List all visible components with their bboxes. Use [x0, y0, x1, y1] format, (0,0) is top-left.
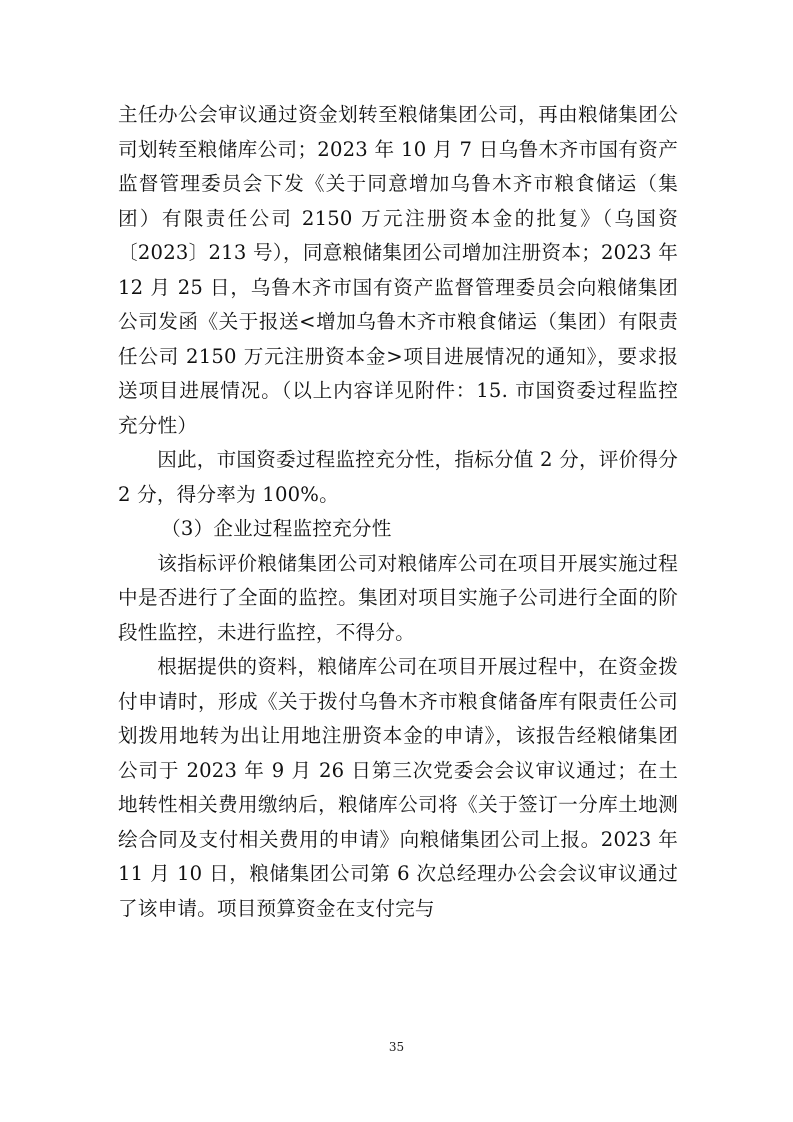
page-body [118, 98, 678, 926]
paragraph-indicator-description: 该指标评价粮储集团公司对粮储库公司在项目开展实施过程中是否进行了全面的监控。集团对项目实施子公司进行全面的阶段性监控，未进行监控，不得分。 [118, 551, 678, 644]
paragraph-state-assets-commission-approval: 主任办公会审议通过资金划转至粮储集团公司，再由粮储集团公司划转至粮储库公司；2023 年 10 月 7 日乌鲁木齐市国有资产监督管理委员会下发《关于同意增加乌鲁木齐市粮食储运（集团）有限责任公司 2150 万元注册资本金的批复》（乌国资〔2023〕213 号），同意粮储集团公司增加注册资本；2023 年 12 月 25 日，乌鲁木齐市国有资产监督管理委员会向粮储集团公司发函《关于报送<增加乌鲁木齐市粮食储运（集团）有限责任公司 2150 万元注册资本金>项目进展情况的通知》，要求报送项目进展情况。（以上内容详见附件：15. 市国资委过程监控充分性） [118, 103, 678, 437]
page-number: 35 [388, 1040, 405, 1054]
paragraph-materials-review: 根据提供的资料，粮储库公司在项目开展过程中，在资金拨付申请时，形成《关于拨付乌鲁木齐市粮食储备库有限责任公司划拨用地转为出让用地注册资本金的申请》，该报告经粮储集团公司于 2023 年 9 月 26 日第三次党委会会议审议通过；在土地转性相关费用缴纳后，粮储库公司将《关于签订一分库土地测绘合同及支付相关费用的申请》向粮储集团公司上报。2023 年 11 月 10 日，粮储集团公司第 6 次总经理办公会会议审议通过了该申请。项目预算资金在支付完与 [118, 655, 678, 920]
section-heading-enterprise-monitoring: （3）企业过程监控充分性 [161, 517, 392, 540]
paragraph-score-conclusion: 因此，市国资委过程监控充分性，指标分值 2 分，评价得分 2 分，得分率为 100%。 [118, 448, 678, 506]
